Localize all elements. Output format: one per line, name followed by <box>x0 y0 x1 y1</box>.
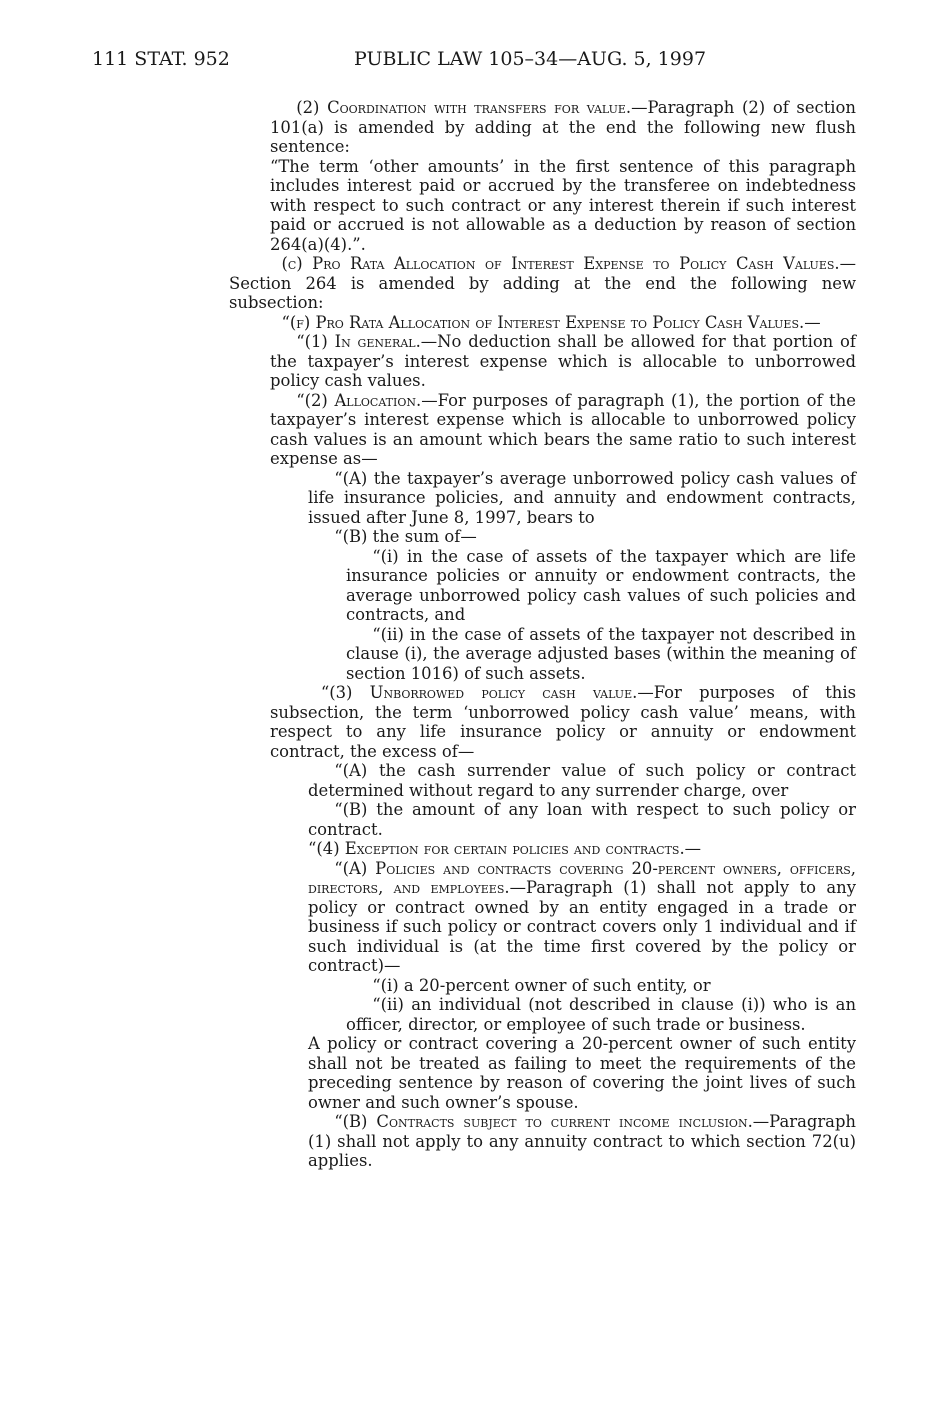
heading-coordination: (2) Coordination with transfers for value. <box>296 98 632 117</box>
subparagraph-a-cash-surrender: “(A) the cash surrender value of such policy or contract determined without regard to any surrender charge, over <box>308 761 856 800</box>
paragraph-joint-lives: A policy or contract covering a 20-percent owner of such entity shall not be treated as failing to meet the requirements of the preceding sentence by reason of covering the joint lives of such owner and such owner’s spouse. <box>308 1034 856 1112</box>
subparagraph-b-loan: “(B) the amount of any loan with respect to such policy or contract. <box>308 800 856 839</box>
text-in-general: —No deduction shall be allowed for that portion of the taxpayer’s interest expense which is allocable to unborrowed policy cash values. <box>270 332 856 390</box>
heading-contracts: “(B) Contracts subject to current income inclusion. <box>334 1112 753 1131</box>
page-header <box>92 48 852 78</box>
heading-exception: “(4) Exception for certain policies and contracts. <box>308 839 685 858</box>
statute-citation: 111 STAT. 952 <box>92 48 230 70</box>
text-owners: —Paragraph (1) shall not apply to any policy or contract owned by an entity engaged in a trade or business if such policy or contract covers only 1 individual and if such individual is (at the time first covered by the policy or contract)— <box>308 878 856 975</box>
paragraph-coordination <box>270 98 856 157</box>
paragraph-allocation <box>270 391 856 469</box>
subparagraph-a-average: “(A) the taxpayer’s average unborrowed policy cash values of life insurance policies, and annuity and endowment contracts, issued after June 8, 1997, bears to <box>308 468 856 527</box>
text-flush-sentence: “The term ‘other amounts’ in the first sentence of this paragraph includes interest paid or accrued by the transferee on indebtedness with respect to such contract or any interest therein if such interest paid or accrued is not allowable as a deduction by reason of section 264(a)(4).”. <box>270 156 856 254</box>
paragraph-exception <box>308 839 856 859</box>
heading-subsection-c: (c) Pro Rata Allocation of Interest Expense to Policy Cash Values. <box>281 254 840 273</box>
heading-subsection-f: “(f) Pro Rata Allocation of Interest Expense to Policy Cash Values. <box>281 312 805 332</box>
heading-in-general: “(1) In general. <box>296 332 421 351</box>
clause-ii-assets: “(ii) in the case of assets of the taxpayer not described in clause (i), the average adjusted bases (within the meaning of section 1016) of such assets. <box>346 624 856 683</box>
heading-owners: “(A) Policies and contracts covering 20-percent owners, officers, directors, and employees. <box>308 858 856 897</box>
subparagraph-b-sum: “(B) the sum of— <box>334 527 477 546</box>
body-text <box>229 98 856 1171</box>
clause-i-assets: “(i) in the case of assets of the taxpayer which are life insurance policies or annuity or endowment contracts, the average unborrowed policy cash values of such policies and contracts, and <box>346 546 856 624</box>
text-subsection-f: — <box>804 312 821 332</box>
subparagraph-a-owners <box>308 859 856 976</box>
paragraph-subsection-c <box>229 254 856 313</box>
paragraph-subsection-f <box>229 313 856 333</box>
running-head: PUBLIC LAW 105–34—AUG. 5, 1997 <box>354 48 707 70</box>
paragraph-unborrowed-value <box>270 683 856 761</box>
heading-unborrowed-value: “(3) Unborrowed policy cash value. <box>320 683 638 702</box>
heading-allocation: “(2) Allocation. <box>296 390 422 410</box>
clause-ii-individual: “(ii) an individual (not described in clause (i)) who is an officer, director, or employee of such trade or business. <box>346 995 856 1034</box>
paragraph-flush-sentence <box>270 157 856 255</box>
clause-i-owner: “(i) a 20-percent owner of such entity, or <box>372 975 711 995</box>
text-exception: — <box>684 839 702 858</box>
subparagraph-b-contracts <box>308 1112 856 1171</box>
text-allocation: —For purposes of paragraph (1), the portion of the taxpayer’s interest expense which is allocable to unborrowed policy cash values is an amount which bears the same ratio to such interest expense as— <box>270 390 856 468</box>
paragraph-in-general <box>270 332 856 391</box>
text-coordination: —Paragraph (2) of section 101(a) is amended by adding at the end the following new flush sentence: <box>270 98 856 156</box>
text-subsection-c: —Section 264 is amended by adding at the end the following new subsection: <box>229 254 856 312</box>
text-unborrowed-value: —For purposes of this subsection, the term ‘unborrowed policy cash value’ means, with respect to any life insurance policy or annuity or endowment contract, the excess of— <box>270 683 856 761</box>
text-contracts: —Paragraph (1) shall not apply to any annuity contract to which section 72(u) applies. <box>308 1112 856 1170</box>
